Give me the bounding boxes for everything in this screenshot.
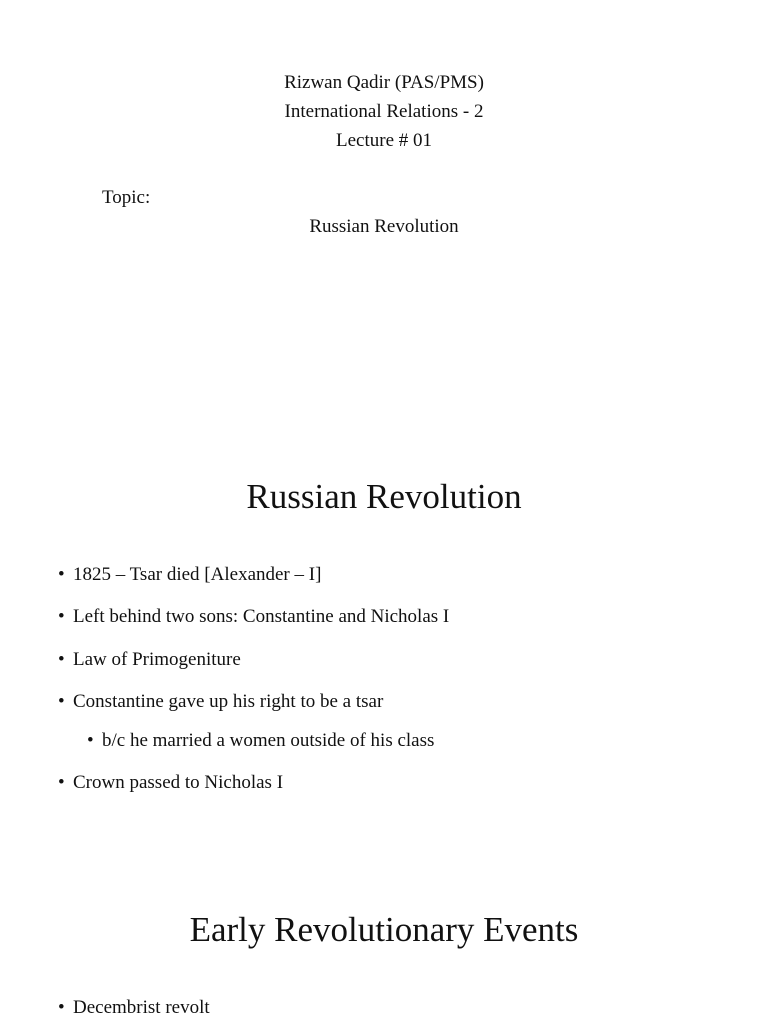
bullet-icon: • [58,649,65,670]
bullet-text: Crown passed to Nicholas I [73,772,284,793]
bullet-text: b/c he married a women outside of his class [102,730,435,751]
bullet-text: Law of Primogeniture [73,649,241,670]
bullet-icon: • [58,691,65,712]
bullet-text: Left behind two sons: Constantine and Nicholas I [73,606,450,627]
sub-bullet-item [87,729,435,753]
bullet-item [58,996,210,1020]
lecture-line: Lecture # 01 [335,130,432,151]
bullet-item [58,605,450,629]
topic-label: Topic: [102,187,151,208]
topic-value: Russian Revolution [309,216,459,237]
course-line: International Relations - 2 [284,101,484,122]
bullet-item [58,690,384,714]
bullet-text: 1825 – Tsar died [Alexander – I] [73,564,322,585]
slide-title: Russian Revolution [246,477,522,516]
bullet-icon: • [87,730,94,751]
bullet-text: Decembrist revolt [73,997,210,1018]
bullet-item [58,563,322,587]
slide-title: Early Revolutionary Events [189,910,579,949]
author-line: Rizwan Qadir (PAS/PMS) [284,72,484,93]
bullet-icon: • [58,564,65,585]
bullet-icon: • [58,606,65,627]
bullet-text: Constantine gave up his right to be a tsar [73,691,384,712]
bullet-icon: • [58,997,65,1018]
bullet-item [58,648,241,672]
bullet-item [58,771,284,795]
bullet-icon: • [58,772,65,793]
